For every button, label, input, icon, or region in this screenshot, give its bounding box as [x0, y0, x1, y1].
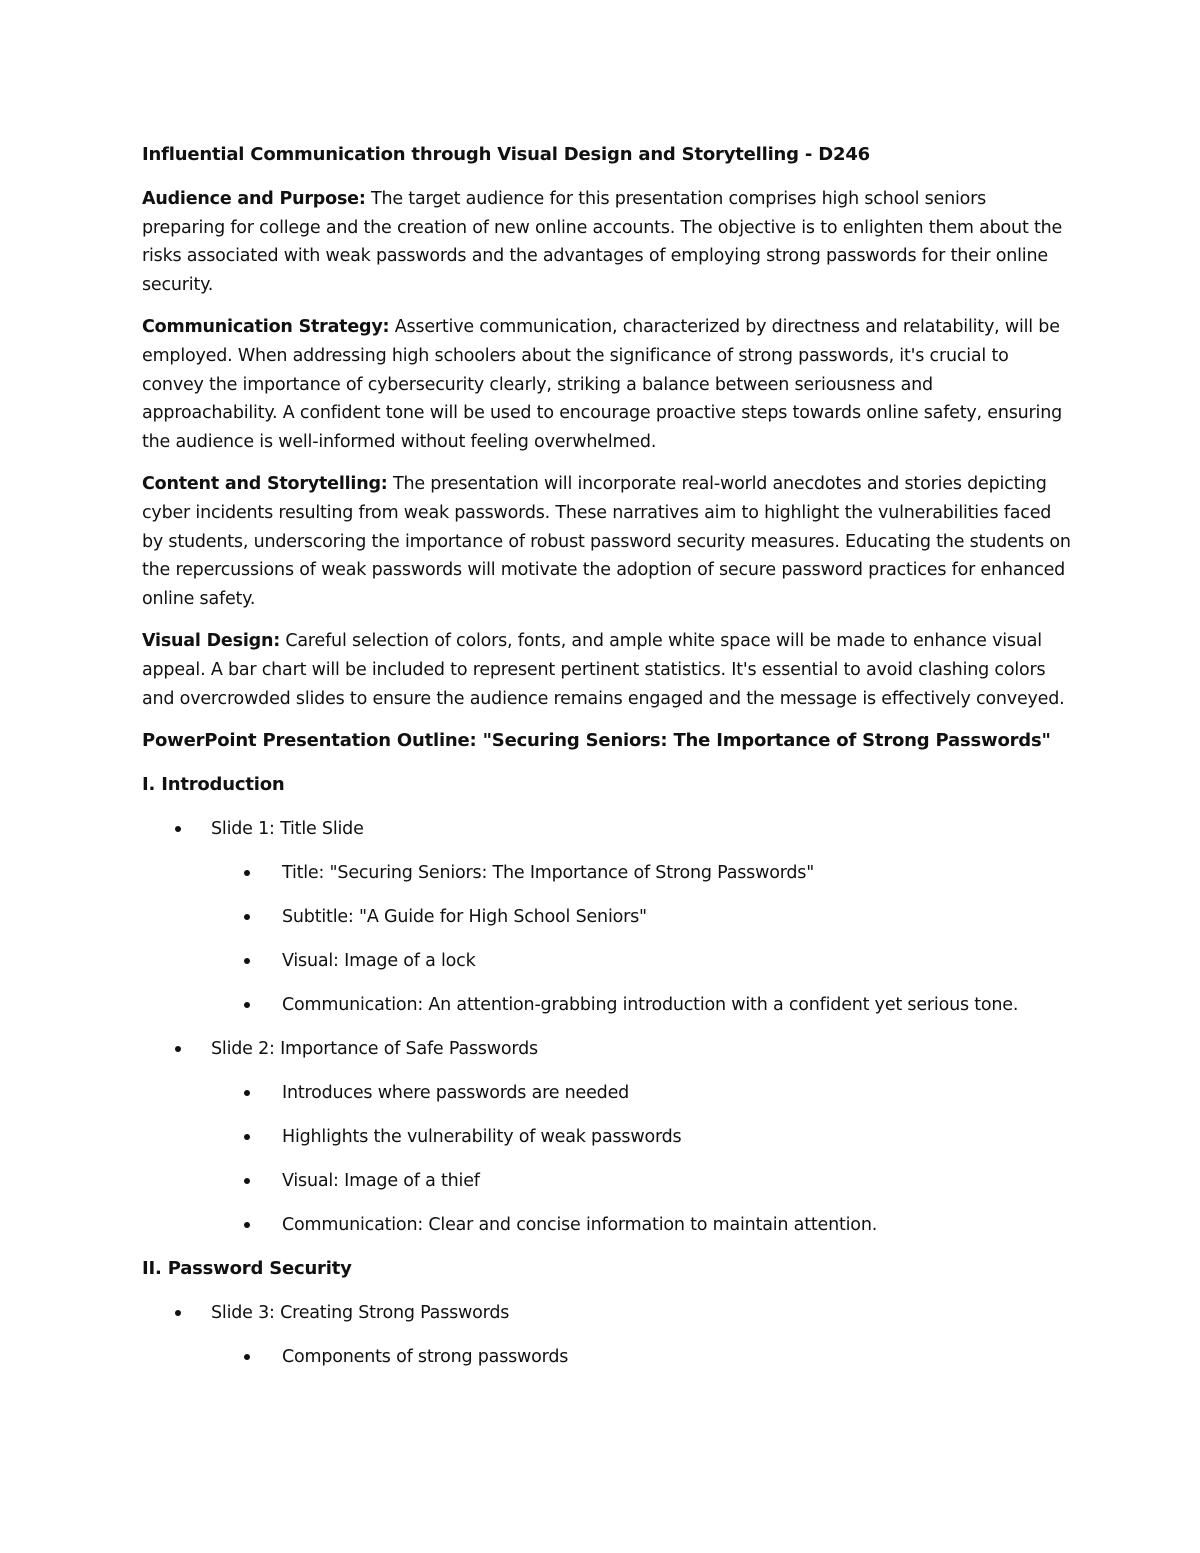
- point-text: Highlights the vulnerability of weak passwords: [282, 1127, 682, 1148]
- bullet-icon: [244, 1002, 250, 1008]
- bullet-icon: [244, 1090, 250, 1096]
- point-item: [211, 1167, 1072, 1195]
- section-heading: Communication Strategy:: [142, 317, 390, 338]
- section-heading: Audience and Purpose:: [142, 189, 366, 209]
- section-text: The presentation will incorporate real-world anecdotes and stories depicting cyber incidents resulting from weak passwords. These narratives aim to highlight the vulnerabilities faced by students, underscoring the importance of robust password security measures. Educating the students on the repercussions of weak passwords will motivate the adoption of secure password practices for enhanced online safety.: [142, 474, 1071, 609]
- part-heading-introduction: I. Introduction: [142, 774, 285, 796]
- point-text: Visual: Image of a thief: [282, 1171, 480, 1192]
- point-item: [211, 1343, 1072, 1371]
- section-audience-purpose: [142, 185, 1072, 299]
- outline-title: PowerPoint Presentation Outline: "Securing Seniors: The Importance of Strong Passwords": [142, 730, 1051, 752]
- bullet-icon: [175, 826, 181, 832]
- slide-list: [142, 1299, 1072, 1371]
- point-text: Introduces where passwords are needed: [282, 1083, 630, 1104]
- point-text: Visual: Image of a lock: [282, 951, 476, 972]
- section-text: Careful selection of colors, fonts, and ample white space will be made to enhance visual appeal. A bar chart will be included to represent pertinent statistics. It's essential to avoid clashing colors and overcrowded slides to ensure the audience remains engaged and the message is effectively conveyed.: [142, 631, 1065, 709]
- section-text: Assertive communication, characterized by directness and relatability, will be employed. When addressing high schoolers about the significance of strong passwords, it's crucial to convey the importance of cybersecurity clearly, striking a balance between seriousness and approachability. A confident tone will be used to encourage proactive steps towards online safety, ensuring the audience is well-informed without feeling overwhelmed.: [142, 317, 1063, 452]
- point-text: Components of strong passwords: [282, 1347, 569, 1368]
- slide-label: Slide 3: Creating Strong Passwords: [211, 1303, 510, 1324]
- bullet-icon: [244, 870, 250, 876]
- slide-label: Slide 1: Title Slide: [211, 819, 364, 840]
- point-text: Communication: Clear and concise information to maintain attention.: [282, 1215, 878, 1236]
- section-heading: Visual Design:: [142, 631, 281, 652]
- bullet-icon: [175, 1310, 181, 1316]
- point-item: [211, 903, 1072, 931]
- section-communication-strategy: [142, 313, 1072, 456]
- bullet-icon: [244, 958, 250, 964]
- point-item: [211, 1079, 1072, 1107]
- point-text: Communication: An attention-grabbing introduction with a confident yet serious tone.: [282, 995, 1019, 1016]
- slide-label: Slide 2: Importance of Safe Passwords: [211, 1039, 538, 1060]
- slide-item: [142, 1035, 1072, 1239]
- point-item: [211, 1123, 1072, 1151]
- point-text: Title: "Securing Seniors: The Importance of Strong Passwords": [282, 863, 815, 884]
- bullet-icon: [175, 1046, 181, 1052]
- bullet-icon: [244, 1178, 250, 1184]
- document-title: Influential Communication through Visual Design and Storytelling - D246: [142, 144, 870, 165]
- point-list: [211, 859, 1072, 1019]
- point-list: [211, 1079, 1072, 1239]
- slide-list: [142, 815, 1072, 1239]
- document-body: [142, 141, 1072, 1387]
- slide-item: [142, 815, 1072, 1019]
- point-item: [211, 1211, 1072, 1239]
- bullet-icon: [244, 1134, 250, 1140]
- bullet-icon: [244, 1354, 250, 1360]
- point-list: [211, 1343, 1072, 1371]
- section-heading: Content and Storytelling:: [142, 474, 388, 495]
- section-visual-design: [142, 627, 1072, 713]
- slide-item: [142, 1299, 1072, 1371]
- part-heading-password-security: II. Password Security: [142, 1258, 352, 1280]
- section-text: The target audience for this presentation comprises high school seniors preparing for college and the creation of new online accounts. The objective is to enlighten them about the risks associated with weak passwords and the advantages of employing strong passwords for their online security.: [142, 189, 1063, 295]
- point-item: [211, 947, 1072, 975]
- section-content-storytelling: [142, 470, 1072, 613]
- point-item: [211, 991, 1072, 1019]
- point-item: [211, 859, 1072, 887]
- point-text: Subtitle: "A Guide for High School Seniors": [282, 907, 647, 928]
- bullet-icon: [244, 914, 250, 920]
- bullet-icon: [244, 1222, 250, 1228]
